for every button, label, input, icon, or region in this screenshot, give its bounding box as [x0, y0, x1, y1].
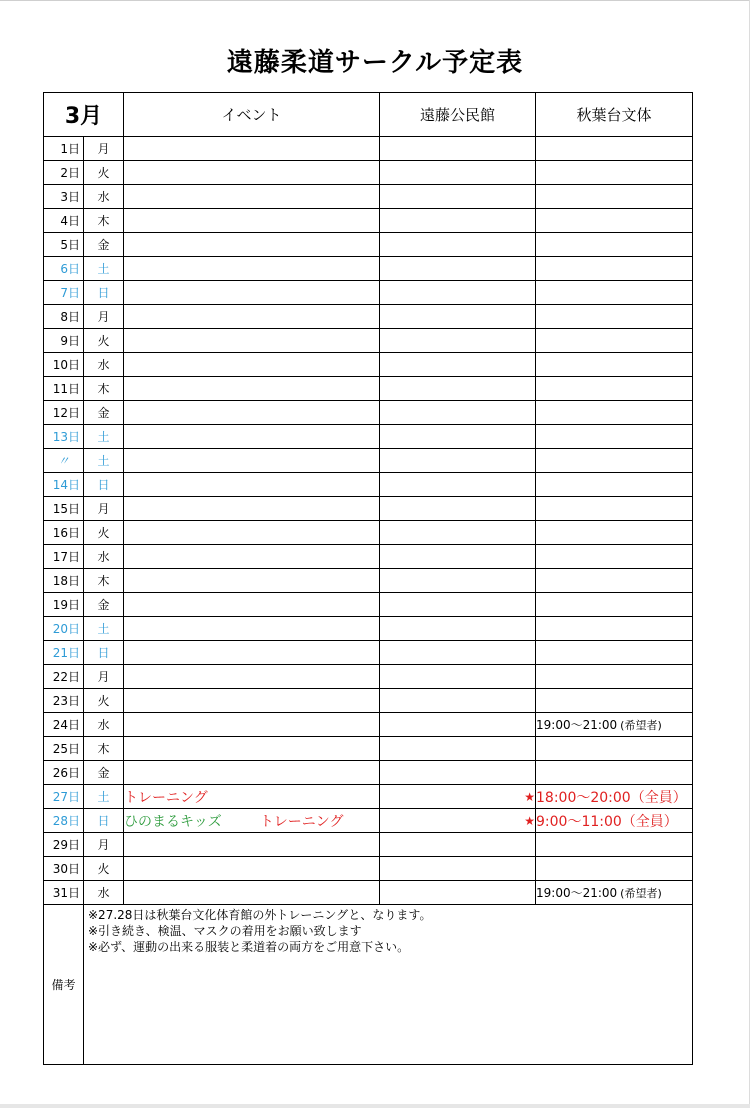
- venue1-column-header: 遠藤公民館: [380, 93, 536, 137]
- day-cell: 12日: [44, 401, 84, 425]
- kominkan-cell: [380, 521, 536, 545]
- event-cell: [124, 689, 380, 713]
- kominkan-cell: [380, 281, 536, 305]
- table-row: [44, 569, 693, 593]
- note-line: ※必ず、運動の出来る服装と柔道着の両方をご用意下さい。: [88, 940, 410, 954]
- event-cell: [124, 545, 380, 569]
- notes-label: 備考: [44, 905, 84, 1065]
- akibadai-time: 19:00～21:00: [536, 886, 618, 900]
- table-row: [44, 449, 693, 473]
- kominkan-cell: ★: [380, 809, 536, 833]
- table-row: [44, 521, 693, 545]
- akibadai-cell: [536, 425, 693, 449]
- event-cell: [124, 161, 380, 185]
- event-cell: [124, 401, 380, 425]
- table-row: [44, 545, 693, 569]
- event-cell: [124, 425, 380, 449]
- event-cell: [124, 137, 380, 161]
- weekday-cell: 火: [84, 161, 124, 185]
- event-text-secondary: トレーニング: [259, 813, 344, 830]
- weekday-cell: 金: [84, 233, 124, 257]
- day-cell: 31日: [44, 881, 84, 905]
- kominkan-cell: [380, 713, 536, 737]
- weekday-cell: 火: [84, 689, 124, 713]
- akibadai-cell: [536, 281, 693, 305]
- table-row: [44, 401, 693, 425]
- event-cell: [124, 833, 380, 857]
- table-row: [44, 137, 693, 161]
- kominkan-cell: [380, 737, 536, 761]
- akibadai-cell: [536, 329, 693, 353]
- event-cell: [124, 449, 380, 473]
- day-cell: 3日: [44, 185, 84, 209]
- akibadai-cell: [536, 353, 693, 377]
- weekday-cell: 日: [84, 473, 124, 497]
- kominkan-cell: [380, 665, 536, 689]
- akibadai-cell: [536, 593, 693, 617]
- akibadai-cell: [536, 233, 693, 257]
- table-row: [44, 761, 693, 785]
- table-row: [44, 665, 693, 689]
- kominkan-cell: [380, 833, 536, 857]
- event-cell: [124, 521, 380, 545]
- event-cell: [124, 497, 380, 521]
- day-cell: 11日: [44, 377, 84, 401]
- table-row: [44, 209, 693, 233]
- table-row: [44, 833, 693, 857]
- akibadai-cell: [536, 377, 693, 401]
- akibadai-cell: [536, 497, 693, 521]
- weekday-cell: 月: [84, 833, 124, 857]
- event-cell: [124, 761, 380, 785]
- kominkan-cell: [380, 761, 536, 785]
- schedule-table: [43, 92, 693, 1065]
- weekday-cell: 木: [84, 209, 124, 233]
- akibadai-cell: [536, 209, 693, 233]
- akibadai-cell: [536, 881, 693, 905]
- weekday-cell: 金: [84, 593, 124, 617]
- day-cell: 9日: [44, 329, 84, 353]
- kominkan-cell: [380, 401, 536, 425]
- event-cell: [124, 473, 380, 497]
- day-cell: 29日: [44, 833, 84, 857]
- day-cell: 28日: [44, 809, 84, 833]
- akibadai-cell: [536, 641, 693, 665]
- weekday-cell: 土: [84, 257, 124, 281]
- day-cell: 23日: [44, 689, 84, 713]
- day-cell: 1日: [44, 137, 84, 161]
- kominkan-cell: [380, 497, 536, 521]
- akibadai-note: (希望者): [620, 887, 662, 900]
- akibadai-time: 19:00～21:00: [536, 718, 618, 732]
- weekday-cell: 土: [84, 617, 124, 641]
- kominkan-cell: [380, 569, 536, 593]
- event-cell: [124, 209, 380, 233]
- table-row: [44, 425, 693, 449]
- kominkan-cell: [380, 185, 536, 209]
- day-cell: 8日: [44, 305, 84, 329]
- akibadai-cell: [536, 713, 693, 737]
- weekday-cell: 土: [84, 785, 124, 809]
- akibadai-time: 18:00～20:00（全員）: [536, 789, 687, 806]
- table-row: [44, 257, 693, 281]
- table-row: [44, 809, 693, 833]
- weekday-cell: 月: [84, 305, 124, 329]
- note-line: ※27.28日は秋葉台文化体育館の外トレーニングと、なります。: [88, 908, 432, 922]
- weekday-cell: 月: [84, 137, 124, 161]
- kominkan-cell: [380, 161, 536, 185]
- notes-row: [44, 905, 693, 1065]
- akibadai-note: (希望者): [620, 719, 662, 732]
- event-cell: [124, 185, 380, 209]
- day-cell: 5日: [44, 233, 84, 257]
- weekday-cell: 火: [84, 329, 124, 353]
- table-row: [44, 185, 693, 209]
- table-row: [44, 281, 693, 305]
- day-cell: 10日: [44, 353, 84, 377]
- table-row: [44, 881, 693, 905]
- weekday-cell: 水: [84, 185, 124, 209]
- weekday-cell: 火: [84, 521, 124, 545]
- day-cell: 30日: [44, 857, 84, 881]
- day-cell: 16日: [44, 521, 84, 545]
- day-cell: 7日: [44, 281, 84, 305]
- table-row: [44, 689, 693, 713]
- kominkan-cell: [380, 353, 536, 377]
- event-cell: [124, 281, 380, 305]
- event-cell: [124, 785, 380, 809]
- table-row: [44, 353, 693, 377]
- kominkan-cell: [380, 305, 536, 329]
- table-row: [44, 617, 693, 641]
- akibadai-cell: [536, 761, 693, 785]
- event-cell: [124, 713, 380, 737]
- akibadai-cell: [536, 521, 693, 545]
- event-cell: [124, 257, 380, 281]
- page-bottom-edge: [0, 1104, 750, 1108]
- page-top-edge: [0, 0, 750, 1]
- akibadai-cell: [536, 185, 693, 209]
- day-cell: 20日: [44, 617, 84, 641]
- event-cell: [124, 569, 380, 593]
- table-row: [44, 737, 693, 761]
- event-cell: [124, 353, 380, 377]
- weekday-cell: 日: [84, 641, 124, 665]
- event-text: トレーニング: [124, 789, 208, 806]
- kominkan-cell: [380, 857, 536, 881]
- kominkan-cell: [380, 377, 536, 401]
- akibadai-cell: [536, 737, 693, 761]
- kominkan-cell: [380, 881, 536, 905]
- kominkan-cell: [380, 545, 536, 569]
- akibadai-cell: [536, 545, 693, 569]
- event-cell: [124, 737, 380, 761]
- day-cell: 22日: [44, 665, 84, 689]
- day-cell: 4日: [44, 209, 84, 233]
- akibadai-cell: [536, 137, 693, 161]
- day-cell: 17日: [44, 545, 84, 569]
- kominkan-cell: [380, 137, 536, 161]
- akibadai-cell: [536, 161, 693, 185]
- day-cell: 25日: [44, 737, 84, 761]
- weekday-cell: 月: [84, 497, 124, 521]
- weekday-cell: 金: [84, 761, 124, 785]
- event-cell: [124, 665, 380, 689]
- day-cell: 18日: [44, 569, 84, 593]
- note-line: ※引き続き、検温、マスクの着用をお願い致します: [88, 924, 362, 938]
- event-cell: [124, 857, 380, 881]
- day-cell: 26日: [44, 761, 84, 785]
- akibadai-cell: [536, 809, 693, 833]
- event-cell: [124, 305, 380, 329]
- event-cell: [124, 641, 380, 665]
- event-cell: [124, 617, 380, 641]
- weekday-cell: 木: [84, 377, 124, 401]
- day-cell: 19日: [44, 593, 84, 617]
- akibadai-cell: [536, 689, 693, 713]
- day-cell: 24日: [44, 713, 84, 737]
- kominkan-cell: [380, 209, 536, 233]
- event-cell: [124, 593, 380, 617]
- kominkan-cell: ★: [380, 785, 536, 809]
- weekday-cell: 日: [84, 281, 124, 305]
- day-cell: 14日: [44, 473, 84, 497]
- akibadai-cell: [536, 833, 693, 857]
- table-row: [44, 233, 693, 257]
- kominkan-cell: [380, 233, 536, 257]
- weekday-cell: 土: [84, 425, 124, 449]
- kominkan-cell: [380, 617, 536, 641]
- weekday-cell: 木: [84, 569, 124, 593]
- day-cell: 13日: [44, 425, 84, 449]
- akibadai-cell: [536, 401, 693, 425]
- event-cell: [124, 377, 380, 401]
- weekday-cell: 水: [84, 881, 124, 905]
- kominkan-cell: [380, 449, 536, 473]
- table-row: [44, 713, 693, 737]
- table-row: [44, 329, 693, 353]
- table-row: [44, 161, 693, 185]
- akibadai-time: 9:00～11:00（全員）: [536, 813, 678, 830]
- akibadai-cell: [536, 449, 693, 473]
- kominkan-cell: [380, 425, 536, 449]
- table-header-row: [44, 93, 693, 137]
- akibadai-cell: [536, 305, 693, 329]
- table-row: [44, 857, 693, 881]
- event-column-header: イベント: [124, 93, 380, 137]
- weekday-cell: 土: [84, 449, 124, 473]
- weekday-cell: 水: [84, 545, 124, 569]
- table-row: [44, 641, 693, 665]
- day-cell: 6日: [44, 257, 84, 281]
- akibadai-cell: [536, 665, 693, 689]
- weekday-cell: 月: [84, 665, 124, 689]
- weekday-cell: 火: [84, 857, 124, 881]
- kominkan-cell: [380, 641, 536, 665]
- notes-body: [84, 905, 693, 1065]
- table-row: [44, 473, 693, 497]
- weekday-cell: 水: [84, 713, 124, 737]
- table-row: [44, 377, 693, 401]
- kominkan-cell: [380, 473, 536, 497]
- kominkan-cell: [380, 329, 536, 353]
- akibadai-cell: [536, 857, 693, 881]
- venue2-column-header: 秋葉台文体: [536, 93, 693, 137]
- event-cell: [124, 809, 380, 833]
- table-row: [44, 785, 693, 809]
- month-header: 3月: [44, 93, 124, 137]
- table-row: [44, 497, 693, 521]
- day-cell: 15日: [44, 497, 84, 521]
- weekday-cell: 木: [84, 737, 124, 761]
- day-cell: 〃: [44, 449, 84, 473]
- weekday-cell: 日: [84, 809, 124, 833]
- event-cell: [124, 881, 380, 905]
- weekday-cell: 水: [84, 353, 124, 377]
- kominkan-cell: [380, 689, 536, 713]
- event-cell: [124, 329, 380, 353]
- akibadai-cell: [536, 569, 693, 593]
- akibadai-cell: [536, 257, 693, 281]
- table-row: [44, 593, 693, 617]
- akibadai-cell: [536, 473, 693, 497]
- table-row: [44, 305, 693, 329]
- day-cell: 27日: [44, 785, 84, 809]
- kominkan-cell: [380, 593, 536, 617]
- document-title: 遠藤柔道サークル予定表: [226, 48, 524, 78]
- akibadai-cell: [536, 617, 693, 641]
- event-cell: [124, 233, 380, 257]
- kominkan-cell: [380, 257, 536, 281]
- day-cell: 21日: [44, 641, 84, 665]
- akibadai-cell: [536, 785, 693, 809]
- day-cell: 2日: [44, 161, 84, 185]
- weekday-cell: 金: [84, 401, 124, 425]
- event-text: ひのまるキッズ: [124, 813, 222, 830]
